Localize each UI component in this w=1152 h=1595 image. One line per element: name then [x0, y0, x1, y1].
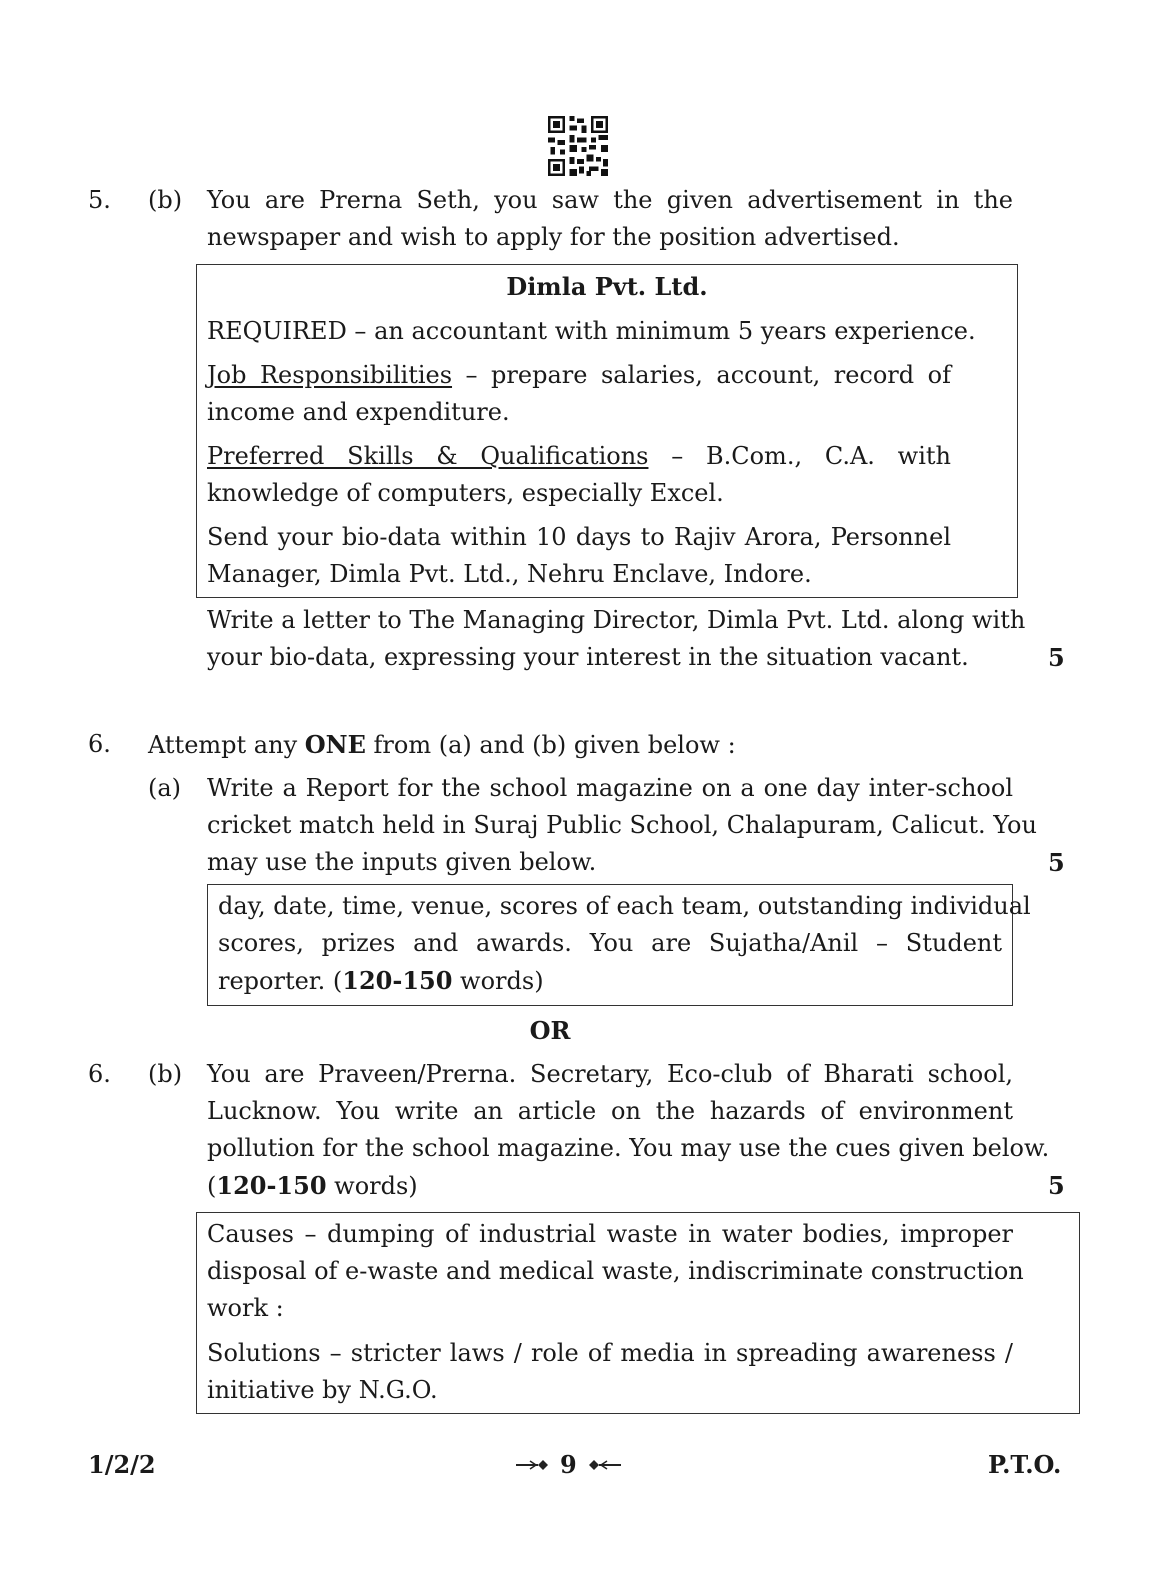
advertisement-text: REQUIRED – an accountant with minimum 5 years experience.	[207, 317, 976, 345]
question-text-line: Write a Report for the school magazine on a one day inter-school	[207, 774, 1013, 802]
question-number: 5.	[88, 186, 111, 214]
question-text-line: You are Praveen/Prerna. Secretary, Eco-club of Bharati school,	[207, 1060, 1013, 1088]
page-number: 9	[560, 1450, 577, 1479]
question-text-line: cricket match held in Suraj Public School, Chalapuram, Calicut. You	[207, 811, 1037, 839]
advertisement-text: Preferred Skills & Qualifications – B.Com., C.A. with	[207, 442, 951, 470]
question-text-line: pollution for the school magazine. You may use the cues given below.	[207, 1134, 1050, 1162]
sub-question-label: (a)	[148, 774, 182, 802]
question-text-line: your bio-data, expressing your interest in the situation vacant.	[207, 643, 969, 671]
inputs-text: reporter. (120-150 words)	[218, 966, 544, 995]
advertisement-text: Job Responsibilities – prepare salaries, account, record of	[207, 361, 951, 389]
marks: 5	[1048, 848, 1065, 877]
left-ornament-icon	[516, 1459, 550, 1471]
sub-question-label: (b)	[148, 1060, 183, 1088]
right-ornament-icon	[587, 1459, 621, 1471]
cues-text: initiative by N.G.O.	[207, 1376, 438, 1404]
advertisement-text: Manager, Dimla Pvt. Ltd., Nehru Enclave, Indore.	[207, 560, 812, 588]
qr-code-icon	[548, 116, 608, 176]
marks: 5	[1048, 1171, 1065, 1200]
question-text-line: (120-150 words)	[207, 1171, 418, 1200]
question-number: 6.	[88, 730, 111, 758]
question-text-line: newspaper and wish to apply for the position advertised.	[207, 223, 900, 251]
cues-text: Solutions – stricter laws / role of media in spreading awareness /	[207, 1339, 1013, 1367]
question-text-line: Lucknow. You write an article on the hazards of environment	[207, 1097, 1013, 1125]
page-number-ornament	[516, 1446, 621, 1483]
question-text-line: may use the inputs given below.	[207, 848, 597, 876]
cues-text: Causes – dumping of industrial waste in water bodies, improper	[207, 1220, 1013, 1248]
advertisement-text: knowledge of computers, especially Excel.	[207, 479, 724, 507]
advertisement-title: Dimla Pvt. Ltd.	[506, 272, 708, 301]
or-separator: OR	[529, 1016, 571, 1045]
advertisement-text: Send your bio-data within 10 days to Rajiv Arora, Personnel	[207, 523, 951, 551]
cues-text: disposal of e-waste and medical waste, indiscriminate construction	[207, 1257, 1024, 1285]
inputs-text: scores, prizes and awards. You are Sujatha/Anil – Student	[218, 929, 1002, 957]
marks: 5	[1048, 643, 1065, 672]
question-intro: Attempt any ONE from (a) and (b) given below :	[148, 730, 736, 759]
sub-question-label: (b)	[148, 186, 183, 214]
job-responsibilities-label: Job Responsibilities	[207, 361, 453, 389]
question-text-line: Write a letter to The Managing Director, Dimla Pvt. Ltd. along with	[207, 606, 1026, 634]
question-number: 6.	[88, 1060, 111, 1088]
inputs-text: day, date, time, venue, scores of each team, outstanding individual	[218, 892, 1031, 920]
paper-code: 1/2/2	[88, 1450, 156, 1479]
skills-label: Preferred Skills & Qualifications	[207, 442, 649, 470]
advertisement-text: income and expenditure.	[207, 398, 510, 426]
pto-label: P.T.O.	[988, 1450, 1062, 1479]
cues-text: work :	[207, 1294, 284, 1322]
question-text-line: You are Prerna Seth, you saw the given advertisement in the	[207, 186, 1013, 214]
